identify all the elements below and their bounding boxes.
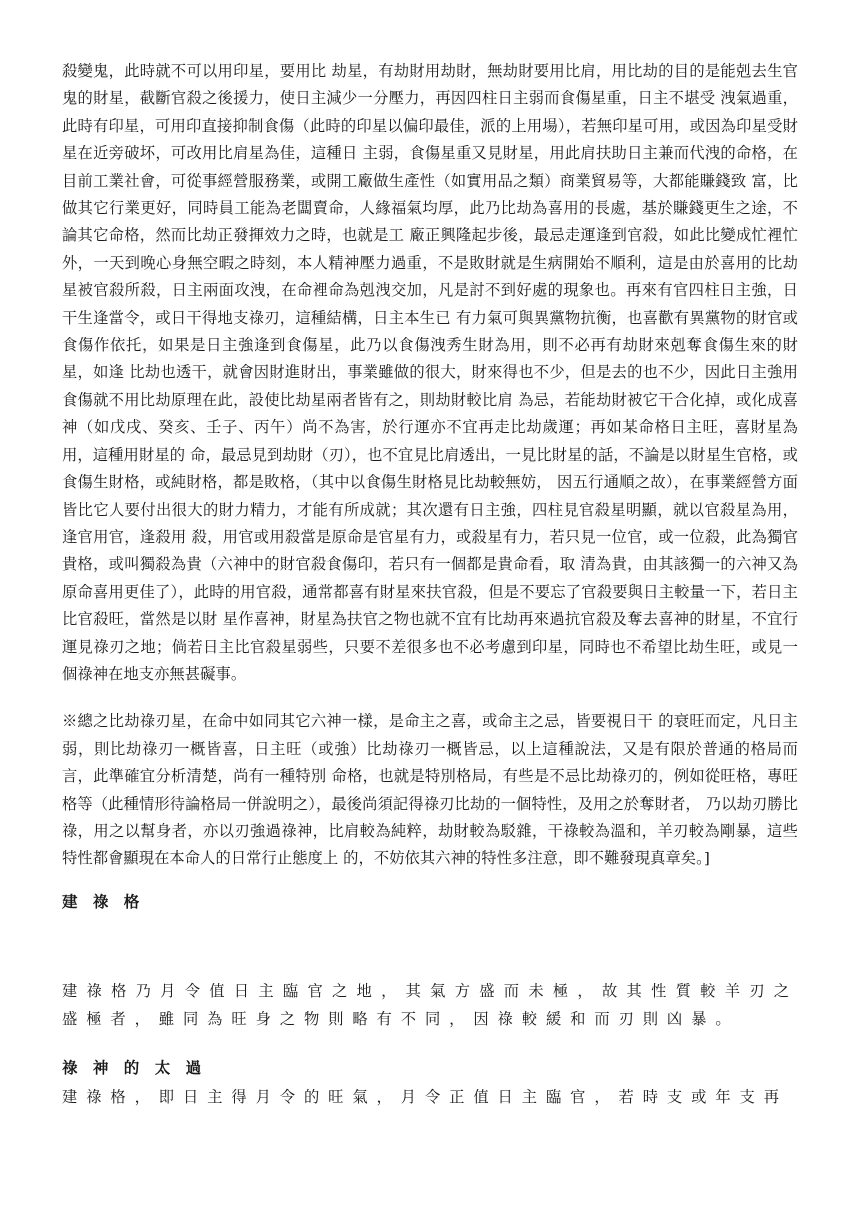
document-page	[62, 58, 798, 1111]
jianlu-definition-paragraph: 建祿格乃月令值日主臨官之地，其氣方盛而未極，故其性質較羊刃之盛極者，雖同為旺身之物則略有不同，因祿較緩和而刃則凶暴。	[62, 981, 798, 1028]
lushen-paragraph: 建祿格，即日主得月令的旺氣，月令正值日主臨官，若時支或年支再	[62, 1087, 788, 1106]
section-heading-jianlu: 建 祿 格	[62, 891, 145, 911]
summary-note-paragraph: ※總之比劫祿刃星，在命中如同其它六神一樣，是命主之喜，或命主之忌，皆要視日干 的衰旺而定，凡日主弱，則比劫祿刃一概皆喜，日主旺（或強）比劫祿刃一概皆忌，以上這種說法，又是有限於普通的格局而言，此準確宜分析清楚，尚有一種特別 命格，也就是特別格局，有些是不忌比劫祿刃的，例如從旺格，專旺格等（此種情形待論格局一併說明之），最後尚須記得祿刃比劫的一個特性，及用之於奪財者， 乃以劫刃勝比祿，用之以幫身者，亦以刃強過祿神，比肩較為純粹，劫財較為駁雜，干祿較為溫和，羊刃較為剛暴，這些特性都會顯現在本命人的日常行止態度上 的，不妨依其六神的特性多注意，即不難發現真章矣。]	[62, 712, 798, 868]
section-heading-lushen-taiguo: 祿 神 的 太 過	[62, 1057, 207, 1077]
body-paragraph: 殺變鬼，此時就不可以用印星，要用比 劫星，有劫財用劫財，無劫財要用比肩，用比劫的目的是能剋去生官鬼的財星，截斷官殺之後援力，使日主減少一分壓力，再因四柱日主弱而食傷星重，日主不堪受 洩氣過重，此時有印星，可用印直接抑制食傷（此時的印星以偏印最佳，派的上用場），若無印星可用，或因為印星受財星在近旁破坏，可改用比肩星為佳，這種日 主弱，食傷星重又見財星，用此肩扶助日主兼而代洩的命格，在目前工業社會，可從事經營服務業，或開工廠做生產性（如實用品之類）商業貿易等，大都能賺錢致 富，比做其它行業更好，同時員工能為老闆賣命，人緣福氣均厚，此乃比劫為喜用的長處，基於賺錢更生之途，不論其它命格，然而比劫正發揮效力之時，也就是工 廠正興隆起步後，最忌走運逢到官殺，如此比變成忙裡忙外，一天到晚心身無空暇之時刻，本人精神壓力過重，不是敗財就是生病開始不順利，這是由於喜用的比劫 星被官殺所殺，日主兩面攻洩，在命裡命為剋洩交加，凡是討不到好處的現象也。再來有官四柱日主強，日干生逢當令，或日干得地支祿刃，這種結構，日主本生已 有力氣可與異黨物抗衡，也喜歡有異黨物的財官或食傷作依托，如果是日主強逢到食傷星，此乃以食傷洩秀生財為用，則不必再有劫財來剋奪食傷生來的財星，如逢 比劫也透干，就會因財進財出，事業雖做的很大，財來得也不少，但是去的也不少，因此日主強用食傷就不用比劫原理在此，設使比劫星兩者皆有之，則劫財較比肩 為忌，若能劫財被它干合化掉，或化成喜神（如戊戌、癸亥、壬子、丙午）尚不為害，於行運亦不宜再走比劫歲運；再如某命格日主旺，喜財星為用，這種用財星的 命，最忌見到劫財（刃），也不宜見比肩透出，一見比財星的話，不論是以財星生官格，或食傷生財格，或純財格，都是敗格，（其中以食傷生財格見比劫較無妨， 因五行通順之故），在事業經營方面皆比它人要付出很大的財力精力，才能有所成就；其次還有日主強，四柱見官殺星明顯，就以官殺星為用，逢官用官，逢殺用 殺，用官或用殺當是原命是官星有力，或殺星有力，若只見一位官，或一位殺，此為獨官貴格，或叫獨殺為貴（六神中的財官殺食傷印，若只有一個都是貴命看，取 清為貴，由其該獨一的六神又為原命喜用更佳了），此時的用官殺，通常都喜有財星來扶官殺，但是不要忘了官殺要與日主較量一下，若日主比官殺旺，當然是以財 星作喜神，財星為扶官之物也就不宜有比劫再來過抗官殺及奪去喜神的財星，不宜行運見祿刃之地；倘若日主比官殺星弱些，只要不差很多也不必考慮到印星，同時也不希望比劫生旺，或見一個祿神在地支亦無甚礙事。	[62, 62, 798, 683]
